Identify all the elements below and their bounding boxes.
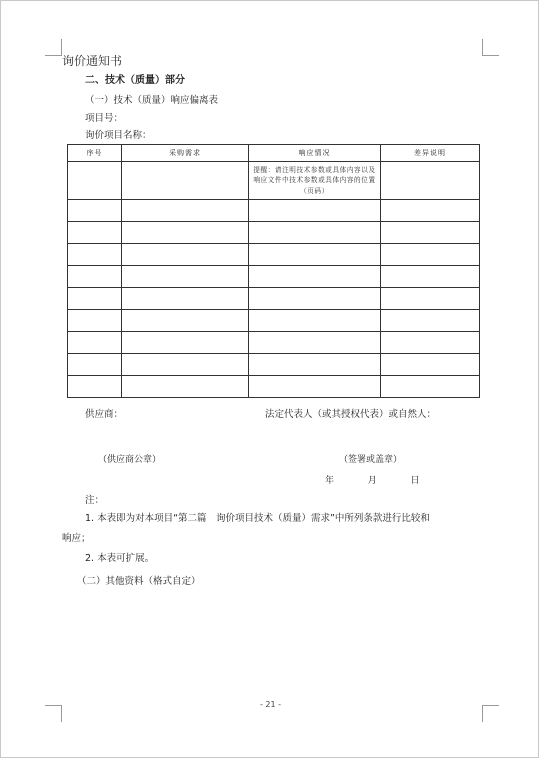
page-number: - 21 - <box>259 700 282 709</box>
table-cell[interactable] <box>68 332 122 354</box>
section-heading: 二、技术（质量）部分 <box>85 75 185 86</box>
legal-representative-label: 法定代表人（或其授权代表）或自然人： <box>265 409 437 420</box>
table-cell[interactable] <box>68 244 122 266</box>
table-cell[interactable] <box>122 376 249 398</box>
date-month-label: 月 <box>367 476 377 486</box>
notes-title: 注： <box>85 495 105 506</box>
table-cell[interactable] <box>122 332 249 354</box>
table-cell[interactable] <box>249 288 381 310</box>
subsection-heading: （一）技术（质量）响应偏离表 <box>85 95 219 106</box>
table-cell[interactable] <box>249 376 381 398</box>
table-cell[interactable] <box>122 222 249 244</box>
table-cell[interactable] <box>122 162 249 200</box>
table-header-row <box>68 145 480 162</box>
project-name-label: 询价项目名称： <box>85 130 152 141</box>
table-row <box>68 222 480 244</box>
note-1-line-1: 1. 本表即为对本项目“第二篇 询价项目技术（质量）需求”中所列条款进行比较和 <box>85 513 430 524</box>
table-row <box>68 332 480 354</box>
response-hint-text: 提醒：请注明技术参数或具体内容以及响应文件中技术参数或具体内容的位置（页码） <box>253 165 376 195</box>
table-cell[interactable] <box>381 244 480 266</box>
table-cell[interactable] <box>381 266 480 288</box>
table-row <box>68 310 480 332</box>
date-day-label: 日 <box>410 476 420 486</box>
table-cell[interactable] <box>68 162 122 200</box>
table-cell[interactable] <box>249 354 381 376</box>
table-cell[interactable] <box>249 310 381 332</box>
table-cell[interactable] <box>68 200 122 222</box>
date-year-label: 年 <box>325 476 335 486</box>
table-cell[interactable] <box>68 266 122 288</box>
signature-label: （签署或盖章） <box>339 455 403 465</box>
table-cell[interactable] <box>122 244 249 266</box>
column-header-requirement: 采购需求 <box>122 145 249 162</box>
supplier-seal-label: （供应商公章） <box>98 455 162 465</box>
table-row <box>68 200 480 222</box>
table-cell[interactable] <box>68 222 122 244</box>
table-cell[interactable] <box>68 310 122 332</box>
table-row <box>68 266 480 288</box>
table-row <box>68 162 480 200</box>
table-cell[interactable] <box>381 310 480 332</box>
column-header-no: 序号 <box>68 145 122 162</box>
crop-mark-top-left <box>45 39 62 56</box>
table-cell[interactable] <box>381 288 480 310</box>
column-header-response: 响应情况 <box>249 145 381 162</box>
table-cell[interactable] <box>249 266 381 288</box>
note-1-line-2: 响应； <box>62 533 91 544</box>
table-cell[interactable] <box>68 354 122 376</box>
supplier-label: 供应商： <box>85 409 124 420</box>
date-line <box>325 477 420 486</box>
table-cell[interactable] <box>249 332 381 354</box>
table-cell[interactable] <box>122 288 249 310</box>
table-cell[interactable] <box>68 376 122 398</box>
other-materials-heading: （二）其他资料（格式自定） <box>77 576 201 587</box>
table-row <box>68 288 480 310</box>
page-header-title: 询价通知书 <box>62 54 123 68</box>
table-cell[interactable] <box>122 354 249 376</box>
note-2: 2. 本表可扩展。 <box>85 553 155 564</box>
table-row <box>68 354 480 376</box>
project-number-label: 项目号： <box>85 113 124 124</box>
table-cell[interactable] <box>249 222 381 244</box>
column-header-difference: 差异说明 <box>381 145 480 162</box>
table-cell[interactable] <box>122 310 249 332</box>
table-cell[interactable] <box>381 332 480 354</box>
table-cell[interactable] <box>249 244 381 266</box>
table-cell[interactable] <box>249 162 381 200</box>
table-cell[interactable] <box>381 162 480 200</box>
table-cell[interactable] <box>122 200 249 222</box>
table-row <box>68 376 480 398</box>
table-cell[interactable] <box>381 354 480 376</box>
table-row <box>68 244 480 266</box>
crop-mark-top-right <box>482 39 499 56</box>
table-cell[interactable] <box>381 376 480 398</box>
table-cell[interactable] <box>68 288 122 310</box>
table-cell[interactable] <box>381 222 480 244</box>
table-cell[interactable] <box>249 200 381 222</box>
table-cell[interactable] <box>122 266 249 288</box>
table-cell[interactable] <box>381 200 480 222</box>
deviation-table <box>67 144 480 398</box>
